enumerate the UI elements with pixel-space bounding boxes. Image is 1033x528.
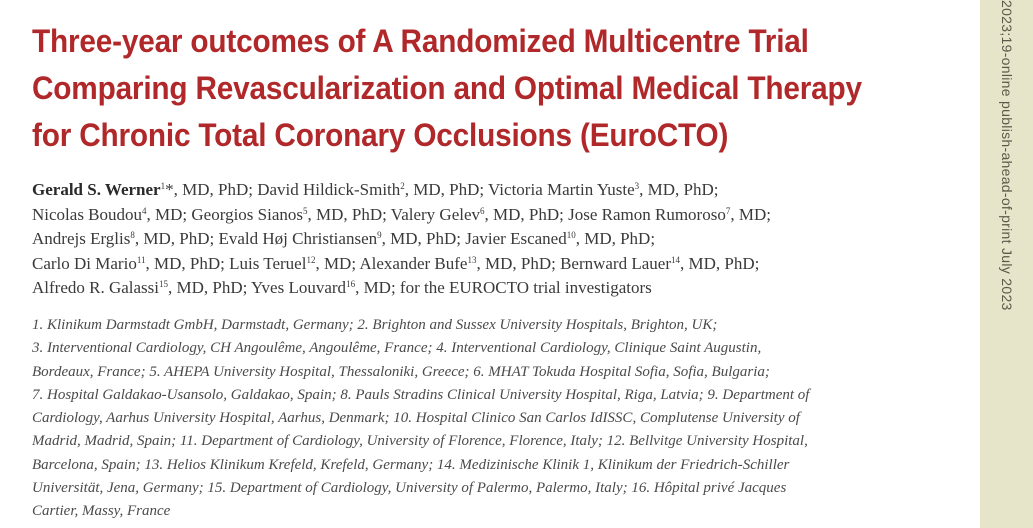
affil-ref: 7 xyxy=(725,205,731,216)
article-title xyxy=(32,18,906,159)
affil-ref: 14 xyxy=(670,254,680,265)
author-text: , MD, PhD; Luis Teruel xyxy=(145,253,307,273)
affil-ref: 13 xyxy=(467,254,477,265)
affiliation-line: 3. Interventional Cardiology, CH Angoulême, Angoulême, France; 4. Interventional Cardiology, Clinique Saint Augustin, xyxy=(32,340,762,357)
affiliation-line: Madrid, Madrid, Spain; 11. Department of Cardiology, University of Florence, Florence, Italy; 12. Bellvitge University Hospital, xyxy=(32,433,808,450)
affil-ref: 15 xyxy=(159,279,169,289)
author-line-3 xyxy=(32,227,972,252)
publication-date-label: 2023;19-online publish-ahead-of-print July 2023 xyxy=(999,0,1015,311)
affil-ref: 8 xyxy=(130,230,135,240)
author-text: , MD; for the EUROCTO trial investigators xyxy=(355,278,652,297)
author-line-2 xyxy=(32,203,972,228)
affil-ref: 5 xyxy=(303,205,308,216)
affil-ref: 11 xyxy=(136,254,146,265)
author-text: Alfredo R. Galassi xyxy=(32,278,160,297)
title-line-1: Three-year outcomes of A Randomized Multicentre Trial xyxy=(32,23,809,59)
affiliation-line: Universität, Jena, Germany; 15. Department of Cardiology, University of Palermo, Palermo, Italy; 16. Hôpital privé Jacques xyxy=(32,480,787,497)
affiliation-line: 1. Klinikum Darmstadt GmbH, Darmstadt, Germany; 2. Brighton and Sussex University Hospitals, Brighton, UK; xyxy=(32,317,718,333)
affil-ref: 2 xyxy=(400,181,405,191)
title-line-2: Comparing Revascularization and Optimal Medical Therapy xyxy=(32,70,862,106)
author-text: , MD, PhD; xyxy=(575,229,656,248)
author-text: , MD, PhD; Javier Escaned xyxy=(381,229,567,248)
author-line-5 xyxy=(32,276,972,301)
author-text: , MD, PhD; Evald Høj Christiansen xyxy=(134,229,378,248)
author-text: Andrejs Erglis xyxy=(32,229,131,248)
affiliation-line: Barcelona, Spain; 13. Helios Klinikum Krefeld, Krefeld, Germany; 14. Medizinische Klinik 1, Klinikum der Friedrich-Schiller xyxy=(32,456,790,473)
affiliations xyxy=(32,314,952,524)
title-line-3: for Chronic Total Coronary Occlusions (EuroCTO) xyxy=(32,117,729,153)
author-text: , MD, PhD; Yves Louvard xyxy=(168,278,347,297)
affil-ref: 10 xyxy=(566,230,576,240)
affil-ref: 4 xyxy=(142,205,147,216)
author-text: Nicolas Boudou xyxy=(32,204,143,224)
author-text: *, MD, PhD; David Hildick-Smith xyxy=(165,180,401,199)
affil-ref: 16 xyxy=(346,279,356,289)
affil-ref: 3 xyxy=(634,181,640,191)
first-author: Gerald S. Werner xyxy=(32,180,161,199)
affiliation-line: Cartier, Massy, France xyxy=(32,503,171,520)
author-text: Carlo Di Mario xyxy=(32,253,137,273)
author-text: , MD, PhD; Valery Gelev xyxy=(307,204,481,224)
author-list xyxy=(32,178,972,301)
affil-ref: 9 xyxy=(377,230,382,240)
author-text: , MD; Georgios Sianos xyxy=(146,204,304,224)
author-text: , MD; xyxy=(730,204,771,224)
affil-ref: 1 xyxy=(160,181,166,191)
author-text: , MD, PhD; xyxy=(639,180,719,199)
author-line-1 xyxy=(32,178,972,203)
affiliation-line: Bordeaux, France; 5. AHEPA University Hospital, Thessaloniki, Greece; 6. MHAT Tokuda Hospital Sofia, Sofia, Bulgaria; xyxy=(32,363,770,380)
author-line-4 xyxy=(32,252,972,277)
author-text: , MD, PhD; Bernward Lauer xyxy=(476,253,671,273)
affiliation-line: Cardiology, Aarhus University Hospital, Aarhus, Denmark; 10. Hospital Clinico San Carlos IdISSC, Complutense University of xyxy=(32,410,800,427)
affiliation-line: 7. Hospital Galdakao-Usansolo, Galdakao, Spain; 8. Pauls Stradins Clinical University Hospital, Riga, Latvia; 9. Department of xyxy=(32,386,810,403)
author-text: , MD, PhD; Jose Ramon Rumoroso xyxy=(484,204,726,224)
affil-ref: 12 xyxy=(306,254,316,265)
author-text: , MD; Alexander Bufe xyxy=(315,253,468,273)
author-text: , MD, PhD; xyxy=(679,253,760,273)
author-text: , MD, PhD; Victoria Martin Yuste xyxy=(404,180,635,199)
affil-ref: 6 xyxy=(480,205,485,216)
